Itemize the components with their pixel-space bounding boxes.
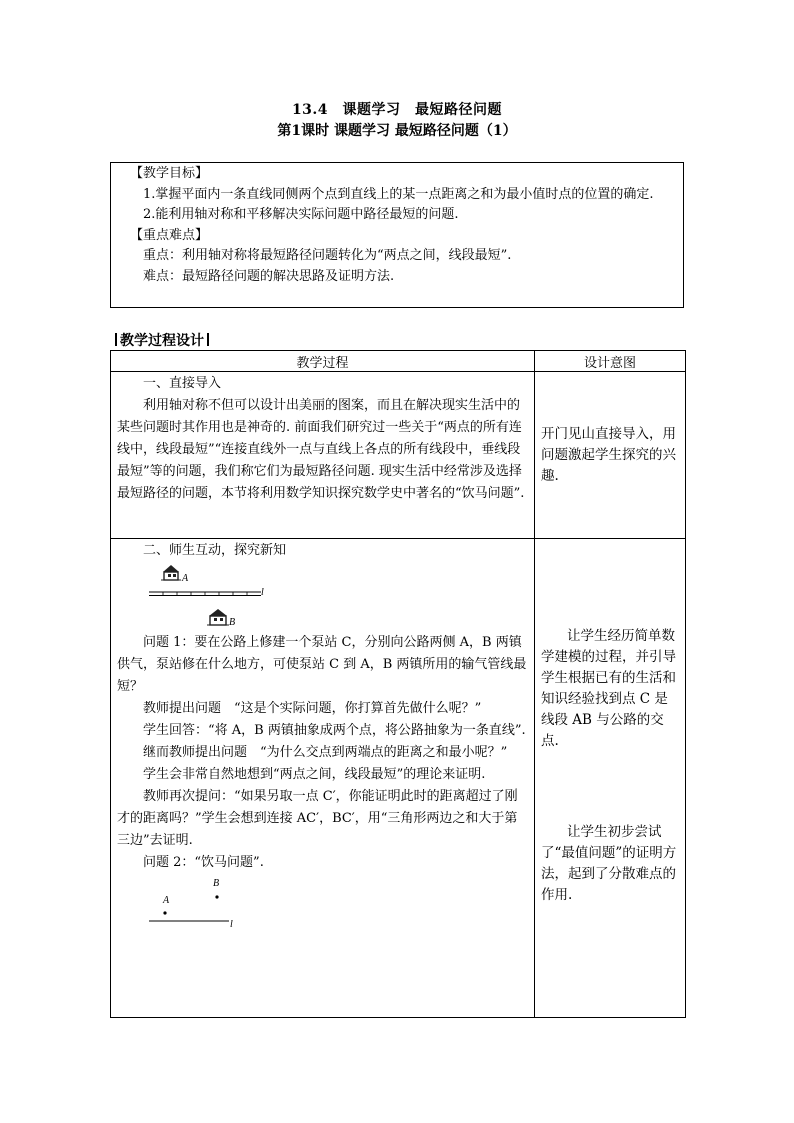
- process-cell-1: [111, 372, 535, 539]
- row2-heading: 二、师生互动，探究新知: [143, 543, 287, 558]
- process-table: [110, 350, 686, 1018]
- student-answer-2: 学生会非常自然地想到“两点之间，线段最短”的理论来证明.: [143, 767, 486, 782]
- fig2-label-b: B: [213, 878, 220, 889]
- fig1-label-a: A: [182, 573, 189, 584]
- question-2: 问题 2：“饮马问题”.: [143, 855, 264, 870]
- objective-2: 2.能利用轴对称和平移解决实际问题中路径最短的问题.: [143, 207, 459, 222]
- student-answer-1: 学生回答：“将 A，B 两镇抽象成两个点，将公路抽象为一条直线”.: [143, 723, 526, 738]
- objectives-heading: 【教学目标】: [130, 166, 209, 181]
- town-b-icon: [207, 609, 229, 625]
- section-heading: [112, 330, 212, 350]
- header-intent: 设计意图: [535, 351, 686, 372]
- town-road-figure: [117, 562, 527, 632]
- intent-cell-1: [535, 372, 686, 539]
- row1-heading: 一、直接导入: [143, 376, 222, 391]
- page-title: 13.4 课题学习 最短路径问题: [291, 102, 503, 118]
- header-process: 教学过程: [111, 351, 535, 372]
- section-heading-text: 教学过程设计: [120, 333, 204, 349]
- point-b: [215, 895, 218, 898]
- fig2-label-a: A: [163, 895, 170, 906]
- process-cell-2: [111, 539, 535, 1018]
- town-a-icon: [161, 565, 181, 580]
- fig1-label-b: B: [229, 617, 236, 628]
- row2-intent-2: 让学生初步尝试了“最值问题”的证明方法，起到了分散难点的作用.: [541, 824, 677, 903]
- horse-problem-figure: [117, 874, 527, 932]
- row1-body: 利用轴对称不但可以设计出美丽的图案，而且在解决现实生活中的某些问题时其作用也是神奇的. 前面我们研究过一些关于“两点的所有连线中，线段最短”“连接直线外一点与直线上各点的所有线段中，垂线段最短”等的问题，我们称它们为最短路径问题. 现实生活中经常涉及选择最短路径的问题，本节将利用数学知识探究数学史中著名的“饮马问题”.: [117, 398, 525, 501]
- objective-1: 1.掌握平面内一条直线同侧两个点到直线上的某一点距离之和为最小值时点的位置的确定.: [143, 186, 654, 202]
- row1-intent: 开门见山直接导入，用问题激起学生探究的兴趣.: [541, 425, 676, 484]
- intent-cell-2: [535, 539, 686, 1018]
- question-1: 问题 1：要在公路上修建一个泵站 C，分别向公路两侧 A，B 两镇供气，泵站修在什么地方，可使泵站 C 到 A，B 两镇所用的输气管线最短？: [117, 635, 527, 694]
- teacher-question-1: 教师提出问题 “这是个实际问题，你打算首先做什么呢？”: [143, 701, 482, 716]
- key-point: 重点：利用轴对称将最短路径问题转化为“两点之间，线段最短”.: [143, 248, 512, 263]
- lesson-subtitle: 第1课时 课题学习 最短路径问题（1）: [277, 123, 517, 139]
- point-a: [163, 911, 166, 914]
- table-row: [111, 372, 686, 539]
- objectives-box: [110, 162, 684, 308]
- row2-intent-1: 让学生经历简单数学建模的过程，并引导学生根据已有的生活和知识经验找到点 C 是线段 AB 与公路的交点.: [541, 628, 676, 749]
- key-points-heading: 【重点难点】: [130, 227, 209, 243]
- teacher-question-3: 教师再次提问：“如果另取一点 C′，你能证明此时的距离超过了刚才的距离吗？”学生会想到连接 AC′，BC′，用“三角形两边之和大于第三边”去证明.: [117, 789, 518, 848]
- difficult-point: 难点：最短路径问题的解决思路及证明方法.: [143, 268, 395, 284]
- table-header-row: [111, 351, 686, 372]
- fig2-label-l: l: [230, 919, 233, 930]
- table-row: [111, 539, 686, 1018]
- fig1-label-l: l: [261, 587, 264, 598]
- teacher-question-2: 继而教师提出问题 “为什么交点到两端点的距离之和最小呢？”: [143, 745, 508, 760]
